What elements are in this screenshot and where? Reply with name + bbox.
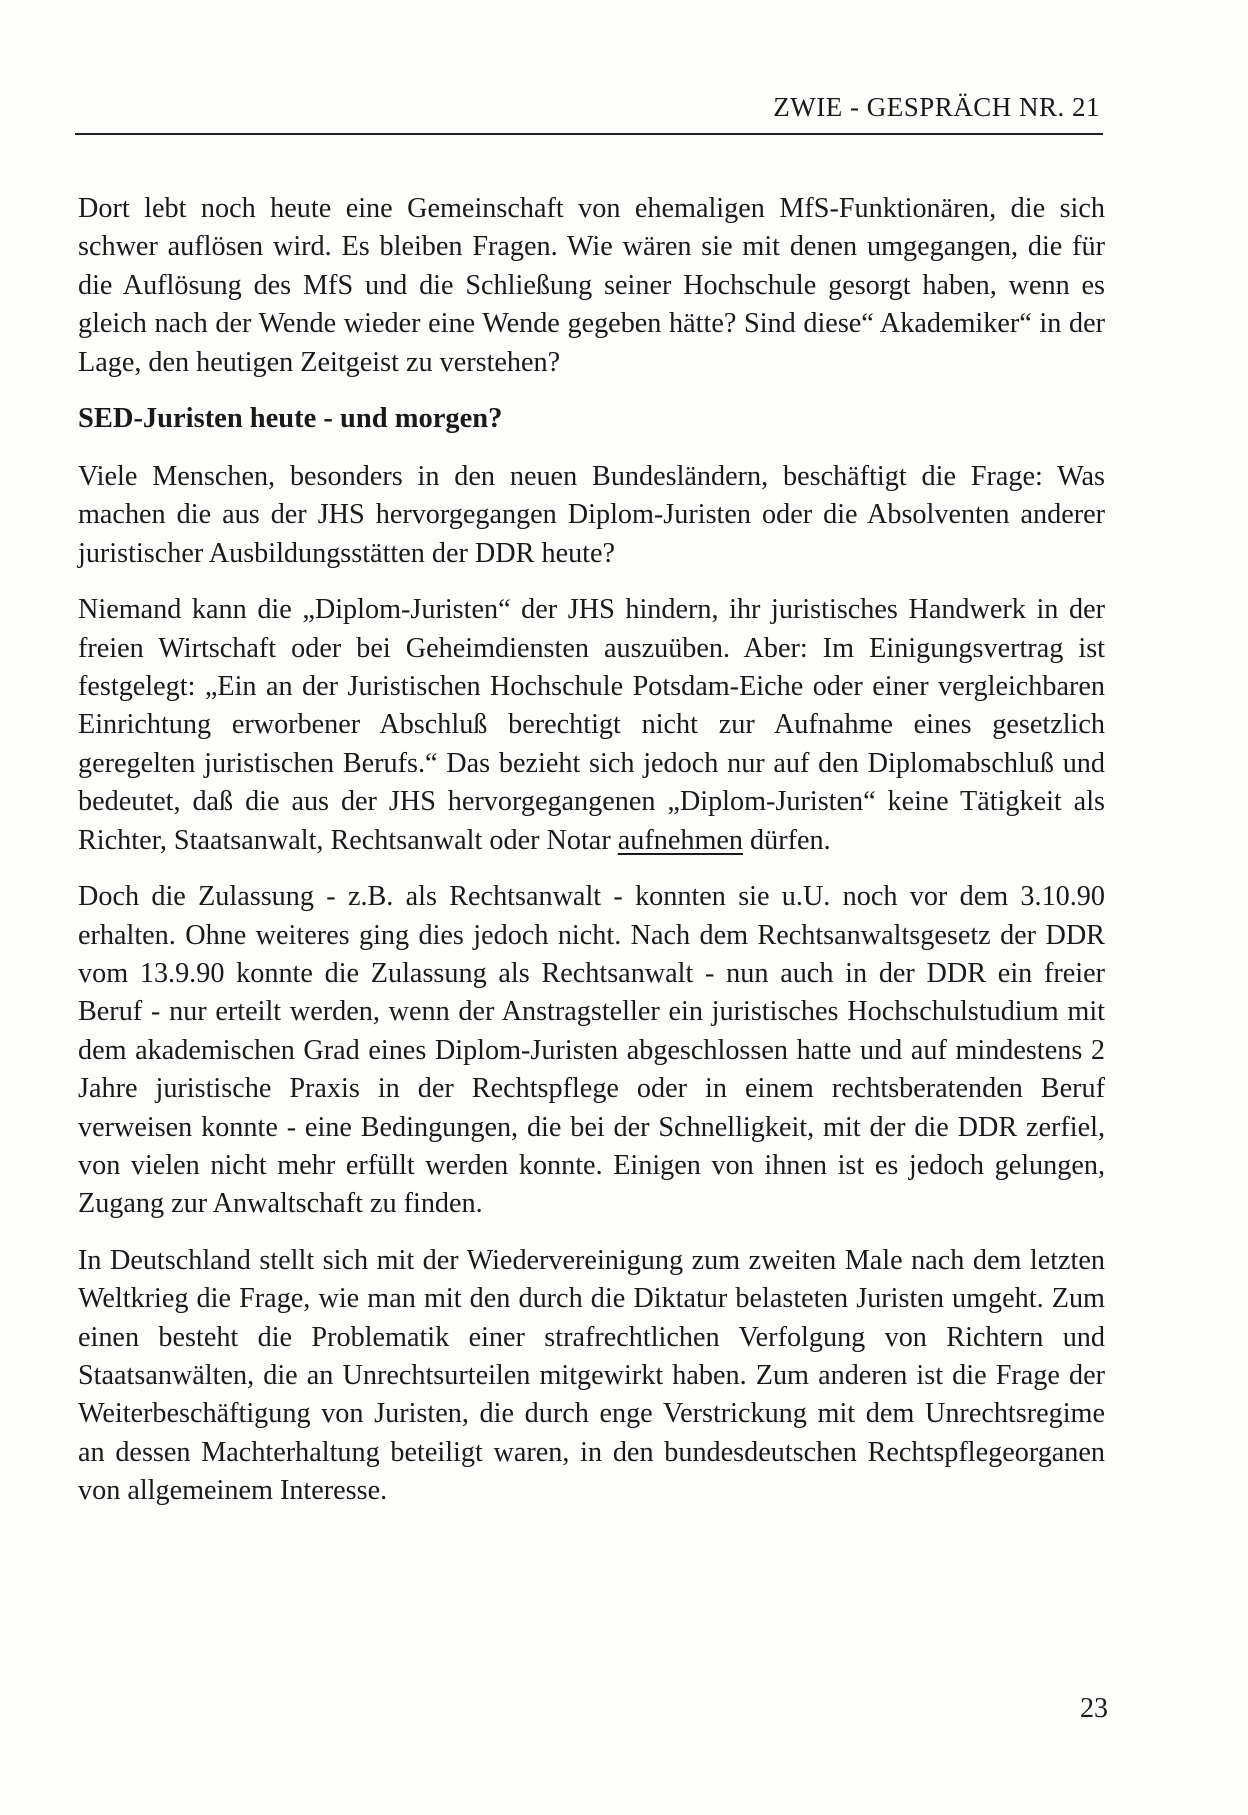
running-head: ZWIE - GESPRÄCH NR. 21 [773, 92, 1100, 122]
paragraph-3-text: Niemand kann die „Diplom-Juristen“ der JHS hindern, ihr juristisches Handwerk in der freien Wirtschaft oder bei Geheimdiensten auszuüben. Aber: Im Einigungsvertrag ist festgelegt: „Ein an der Juristischen Hochschule Potsdam-Eiche oder einer vergleichbaren Einrichtung erworbener Abschluß berechtigt nicht zur Aufnahme eines gesetzlich geregelten juristischen Berufs.“ Das bezieht sich jedoch nur auf den Diplomabschluß und bedeutet, daß die aus der JHS hervorgegangenen „Diplom-Juristen“ keine Tätigkeit als Richter, Staatsanwalt, Rechtsanwalt oder Notar [78, 594, 1105, 856]
page-number: 23 [1080, 1693, 1108, 1724]
paragraph-1: Dort lebt noch heute eine Gemeinschaft von ehemaligen MfS-Funktionären, die sich schwer auflösen wird. Es bleiben Fragen. Wie wären sie mit denen umgegangen, die für die Auflösung des MfS und die Schließung seiner Hochschule gesorgt haben, wenn es gleich nach der Wende wieder eine Wende gegeben hätte? Sind diese“ Akademiker“ in der Lage, den heutigen Zeitgeist zu verstehen? [78, 193, 1105, 378]
paragraph-3-end: dürfen. [742, 824, 831, 856]
paragraph-2: Viele Menschen, besonders in den neuen Bundesländern, beschäftigt die Frage: Was machen die aus der JHS hervorgegangen Diplom-Juristen oder die Absolventen anderer juristischer Ausbildungsstätten der DDR heute? [78, 461, 1105, 569]
paragraph-4: Doch die Zulassung - z.B. als Rechtsanwalt - konnten sie u.U. noch vor dem 3.10.90 erhalten. Ohne weiteres ging dies jedoch nicht. Nach dem Rechtsanwaltsgesetz der DDR vom 13.9.90 konnte die Zulassung als Rechtsanwalt - nun auch in der DDR ein freier Beruf - nur erteilt werden, wenn der Anstragsteller ein juristisches Hochschulstudium mit dem akademischen Grad eines Diplom-Juristen abgeschlossen hatte und auf mindestens 2 Jahre juristische Praxis in der Rechtspflege oder in einem rechtsberatenden Beruf verweisen konnte - eine Bedingungen, die bei der Schnelligkeit, mit der die DDR zerfiel, von vielen nicht mehr erfüllt werden konnte. Einigen von ihnen ist es jedoch gelungen, Zugang zur Anwaltschaft zu finden. [78, 881, 1105, 1220]
header-rule [75, 133, 1103, 135]
paragraph-3 [78, 591, 1105, 860]
section-heading: SED-Juristen heute - und morgen? [78, 403, 503, 435]
underlined-word: aufnehmen [617, 824, 743, 856]
body-text [78, 190, 1105, 1529]
paragraph-5: In Deutschland stellt sich mit der Wiedervereinigung zum zweiten Male nach dem letzten Weltkrieg die Frage, wie man mit den durch die Diktatur belasteten Juristen umgeht. Zum einen besteht die Problematik einer strafrechtlichen Verfolgung von Richtern und Staatsanwälten, die an Unrechtsurteilen mitgewirkt haben. Zum anderen ist die Frage der Weiterbeschäftigung von Juristen, die durch enge Verstrickung mit dem Unrechtsregime an dessen Machterhaltung beteiligt waren, in den bundesdeutschen Rechtspflegeorganen von allgemeinem Interesse. [78, 1244, 1105, 1507]
